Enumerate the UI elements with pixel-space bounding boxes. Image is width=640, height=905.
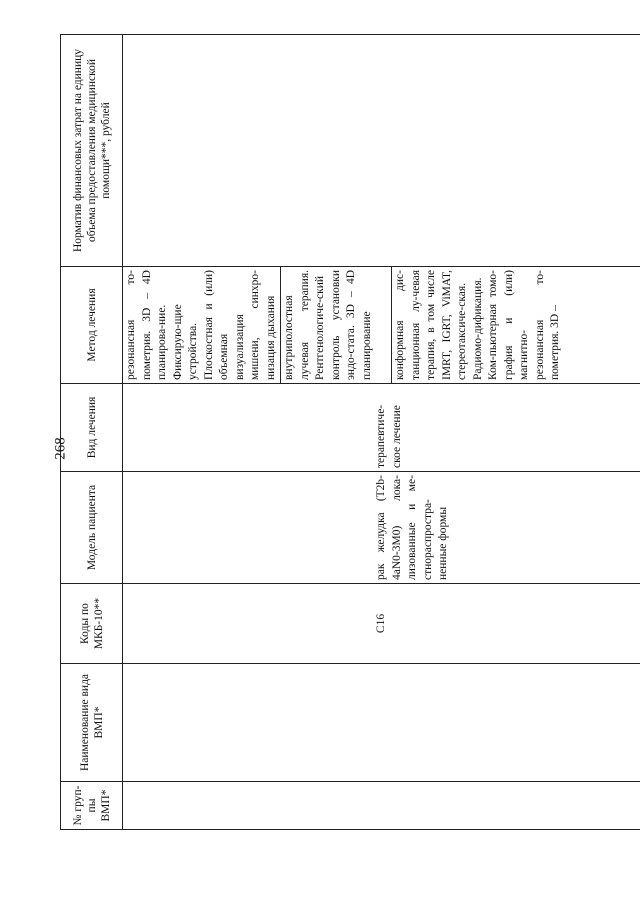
header-cost-norm: Норматив финансовых затрат на единицу объема предоставления медицинской помощи***, рублей	[61, 35, 123, 267]
method-text-1: резонансная то-пометрия. 3D – 4D планирова-ние. Фиксирую-щие устройства. Плоскостная и (или) объемная визуализация мишени, синхро-низация дыхания	[125, 270, 277, 380]
header-row	[61, 35, 123, 830]
header-patient-model: Модель пациента	[61, 472, 123, 584]
rotated-table-container	[60, 35, 630, 830]
header-mkb-codes: Коды по МКБ-10**	[61, 584, 123, 664]
mkb-code: C16	[375, 613, 387, 634]
cell-treatment-type	[123, 384, 640, 472]
cell-vmp-name	[123, 664, 640, 782]
method-subtable	[123, 267, 640, 383]
header-group-no: № груп-пы ВМП*	[61, 782, 123, 830]
cell-cost-norm	[123, 35, 640, 267]
cell-patient-model	[123, 472, 640, 584]
header-treatment-type: Вид лечения	[61, 384, 123, 472]
table-row	[123, 35, 640, 830]
treatment-type-text: терапевтиче-ское лечение	[375, 404, 403, 468]
method-text-2: внутриполостная лучевая терапия. Рентгенологиче-ский контроль установки эндо-стата. 3D – 4D планирование	[281, 267, 392, 383]
cell-mkb-codes	[123, 584, 640, 664]
method-text-3: конформная дис-танционная лу-чевая терапия, в том числе IMRT, IGRT, ViMAT, стереотаксиче-ская. Радиомо-дификация. Ком-пьютерная томо-графия и (или) магнитно-резонансная то-пометрия. 3D –	[392, 267, 640, 383]
cell-treatment-method	[123, 267, 640, 384]
patient-model-text: рак желудка (T2b-4aN0-3M0) лока-лизованные и ме-стнораспростра-ненные формы	[375, 475, 449, 580]
page-number: 268	[52, 437, 69, 460]
header-vmp-name: Наименование вида ВМП*	[61, 664, 123, 782]
vmp-table	[60, 34, 640, 830]
header-treatment-method: Метод лечения	[61, 267, 123, 384]
cell-group-no	[123, 782, 640, 830]
